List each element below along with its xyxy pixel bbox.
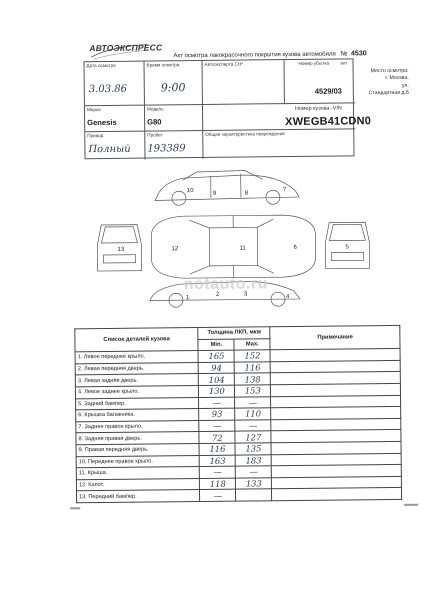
mileage-cell <box>145 131 203 160</box>
diagram-label-8: 8 <box>244 190 249 197</box>
max-value: 153 <box>235 385 271 397</box>
make-value: Genesis <box>87 117 117 128</box>
order-value: 4529/03 <box>314 86 342 96</box>
part-name: 9. Правая передняя дверь. <box>76 443 200 456</box>
parts-thickness-table <box>74 325 402 503</box>
diagram-label-12: 12 <box>171 246 179 253</box>
date-label: Дата осмотра <box>86 62 116 69</box>
vin-cell <box>203 103 372 131</box>
diagram-label-11: 11 <box>239 245 246 252</box>
min-value: 72 <box>199 431 235 443</box>
max-value: 152 <box>234 350 270 362</box>
col-parts-header: Список деталей кузова <box>75 328 199 352</box>
model-label: Модель <box>146 106 164 112</box>
diagram-label-7: 7 <box>282 187 287 194</box>
place-street: Стандартная д.6 <box>368 90 409 97</box>
min-value: — <box>200 489 236 501</box>
max-value: 135 <box>235 443 271 455</box>
part-name: 2. Левая передняя дверь. <box>75 362 199 375</box>
min-value: 165 <box>198 350 234 362</box>
page-margin-mark <box>70 507 80 509</box>
employee-cell <box>202 60 284 105</box>
date-value: 3.03.86 <box>88 83 128 96</box>
employee-label: Автоэксперта СН* <box>204 61 244 67</box>
max-value: 116 <box>235 362 271 374</box>
header-form <box>83 58 372 159</box>
part-name: 11. Крыша. <box>76 467 200 480</box>
diagram-label-9: 9 <box>212 190 217 197</box>
make-label: Марка <box>86 107 101 113</box>
max-value: — <box>235 420 271 432</box>
max-value: 133 <box>236 477 272 489</box>
place-city: г. Москва, <box>385 75 409 82</box>
vin-value: XWEGB41CDN0 <box>285 115 372 129</box>
place-label: Место осмотра: <box>370 67 409 75</box>
col-note-header: Примечание <box>270 325 400 350</box>
max-value: 138 <box>235 373 271 385</box>
note-cell <box>272 488 402 501</box>
min-value: 118 <box>200 478 236 490</box>
part-name: 8. Задняя правая дверь. <box>76 432 200 445</box>
act-number: 4530 <box>350 50 367 58</box>
part-name: 4. Левое заднее крыло. <box>75 385 199 398</box>
diagram-label-13: 13 <box>117 246 125 253</box>
number-label: № <box>340 50 348 58</box>
title-text: Акт осмотра лакокрасочного покрытия кузова автомобиля <box>173 51 336 60</box>
logo-text: АВТОЭКСПРЕСС <box>89 42 163 54</box>
vin-label: Номер кузова -VIN <box>294 105 342 112</box>
min-value: 130 <box>199 385 235 397</box>
part-name: 10. Переднее правое крыло. <box>76 455 200 468</box>
act-label: акт <box>340 60 348 66</box>
diagram-label-2: 2 <box>215 291 220 298</box>
min-value: 104 <box>199 374 235 386</box>
mileage-label: Пробег <box>147 132 163 138</box>
order-label: Номер убытка <box>298 60 330 66</box>
min-value: 93 <box>199 408 235 420</box>
inspection-place <box>353 68 409 98</box>
drive-label: Привод <box>87 133 104 139</box>
diagram-label-3: 3 <box>243 291 248 298</box>
make-cell <box>85 106 145 133</box>
place-ul: ул. <box>401 82 409 89</box>
model-value: G80 <box>147 117 162 127</box>
time-label: Время осмотра <box>146 62 180 68</box>
part-name: 1. Левое переднее крыло. <box>75 351 199 364</box>
time-cell <box>145 61 203 106</box>
watermark: notauto.ru <box>183 275 269 294</box>
diagram-label-1: 1 <box>185 295 190 302</box>
min-value: — <box>200 466 236 478</box>
max-value: — <box>235 396 271 408</box>
col-max-header: Max. <box>234 338 270 350</box>
part-name: 12. Капот. <box>76 478 200 491</box>
part-name: 3. Левая задняя дверь. <box>75 374 199 387</box>
diagram-label-6: 6 <box>293 244 297 252</box>
drive-cell <box>85 132 145 161</box>
min-value: 163 <box>200 455 236 467</box>
diagram-label-5: 5 <box>345 244 349 251</box>
min-value: — <box>199 420 235 432</box>
drive-value: Полный <box>88 143 131 156</box>
max-value: 183 <box>236 454 272 466</box>
page-margin-mark <box>404 504 418 506</box>
max-value: — <box>236 466 272 478</box>
part-name: 13. Передний бампер. <box>76 490 200 503</box>
diagram-label-4: 4 <box>285 294 290 301</box>
part-name: 5. Задний бампер. <box>76 397 200 410</box>
mileage-value: 193389 <box>147 143 186 155</box>
part-name: 7. Заднее правое крыло. <box>76 420 200 433</box>
min-value: — <box>199 397 235 409</box>
min-value: 94 <box>199 362 235 374</box>
car-right-front-wheel <box>172 191 186 205</box>
damage-cell <box>203 129 355 159</box>
part-name: 6. Крышка багажника. <box>76 409 200 422</box>
max-value <box>236 489 272 501</box>
company-logo <box>89 39 163 64</box>
max-value: 127 <box>235 431 271 443</box>
time-value: 9:00 <box>160 81 186 95</box>
date-cell <box>85 62 145 107</box>
col-min-header: Min. <box>198 339 234 351</box>
diagram-label-10: 10 <box>186 188 194 195</box>
car-right-side-body <box>155 175 299 201</box>
col-thickness-header: Толщина ЛКП, мкм <box>198 327 270 339</box>
table-row <box>76 488 401 503</box>
damage-label: Общая характеристика повреждения <box>205 131 285 137</box>
order-cell <box>284 59 354 104</box>
model-cell <box>145 105 203 132</box>
min-value: 116 <box>199 443 235 455</box>
max-value: 110 <box>235 408 271 420</box>
